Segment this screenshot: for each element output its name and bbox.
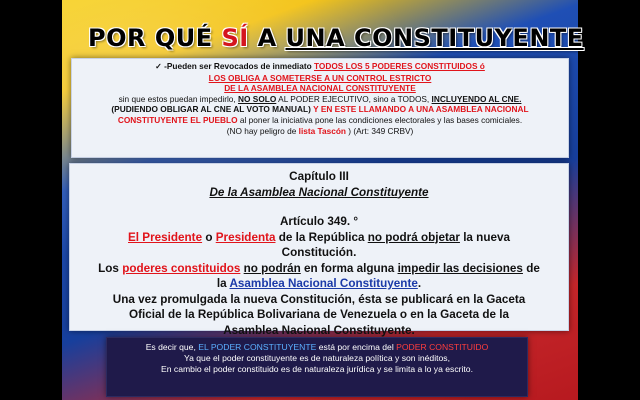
concl-l3: En cambio el poder constituido es de naturaleza jurídica y se limita a lo ya escrito.: [161, 364, 473, 374]
intro-l4d: INCLUYENDO AL CNE.: [431, 93, 522, 104]
intro-box: [71, 58, 569, 158]
art-s5: Asamblea Nacional Constituyente.: [223, 323, 415, 337]
intro-l1b: TODOS LOS 5 PODERES CONSTITUIDOS ó: [313, 61, 485, 71]
art-s1a: El Presidente: [128, 230, 203, 244]
intro-l4c: AL PODER EJECUTIVO, sino a TODOS,: [278, 93, 430, 104]
intro-l2: LOS OBLIGA A SOMETERSE A UN CONTROL ESTRICTO: [208, 72, 432, 83]
art-s2c: no podrán: [243, 261, 301, 275]
chapter-heading: Capítulo III: [289, 170, 349, 183]
chapter-subheading: De la Asamblea Nacional Constituyente: [209, 185, 429, 199]
art-s1f: la nueva: [463, 230, 510, 244]
art-s1b: o: [205, 230, 213, 244]
art-s1e: no podrá objetar: [367, 230, 460, 244]
article-number: Artículo 349. °: [279, 215, 359, 228]
art-s2a: Los: [98, 261, 119, 275]
concl-l1d: PODER CONSTITUIDO: [396, 342, 489, 352]
intro-l5a: (PUDIENDO OBLIGAR AL CNE AL VOTO MANUAL): [111, 104, 311, 115]
check-icon: ✓: [155, 62, 162, 71]
concl-l1a: Es decir que,: [145, 342, 196, 352]
intro-l7b: lista Tascón: [298, 125, 346, 136]
title-part-1: POR QUÉ: [88, 24, 213, 52]
art-s2h: Asamblea Nacional Constituyente: [229, 277, 418, 290]
art-s3: Una vez promulgada la nueva Constitución, ésta se publicará en la Gaceta: [112, 292, 526, 306]
art-s2d: en forma alguna: [304, 261, 395, 275]
concl-l1b: EL PODER CONSTITUYENTE: [198, 342, 317, 352]
article-box: [69, 163, 569, 337]
art-s1g: Constitución.: [281, 246, 357, 259]
concl-l2: Ya que el poder constituyente es de naturaleza política y son inéditos,: [184, 353, 450, 363]
intro-l7c: ) (Art: 349 CRBV): [348, 125, 414, 136]
art-s1c: Presidenta: [215, 230, 276, 244]
intro-l5b: Y EN ESTE LLAMANDO A UNA ASAMBLEA NACIONAL: [313, 104, 529, 115]
art-s2e: impedir las decisiones: [397, 261, 523, 275]
concl-l1c: está por encima del: [318, 342, 394, 352]
intro-l6a: CONSTITUYENTE EL PUEBLO: [117, 114, 238, 125]
art-s2b: poderes constituidos: [122, 261, 241, 275]
intro-l6b: al poner la iniciativa pone las condiciones electorales y las bases comiciales.: [239, 114, 523, 125]
art-s2g: la: [216, 277, 227, 290]
intro-l4b: NO SOLO: [238, 93, 277, 104]
slide-title: [88, 24, 584, 52]
art-s2f: de: [526, 261, 540, 275]
art-s2i: .: [417, 277, 422, 290]
intro-l7a: (NO hay peligro de: [226, 125, 297, 136]
art-s4: Oficial de la República Bolivariana de Venezuela o en la Gaceta de la: [129, 308, 509, 321]
left-black-bar: [0, 0, 62, 400]
conclusion-box: [106, 337, 528, 397]
right-black-bar: [578, 0, 640, 400]
title-part-3: A: [257, 24, 277, 52]
title-part-4: UNA CONSTITUYENTE: [285, 24, 584, 52]
art-s1d: de la República: [278, 230, 365, 244]
intro-l3: DE LA ASAMBLEA NACIONAL CONSTITUYENTE: [224, 83, 416, 94]
intro-l4a: sin que estos puedan impedirlo,: [118, 93, 236, 104]
intro-l1a: -Pueden ser Revocados de inmediato: [164, 61, 312, 71]
title-part-2: SÍ: [221, 24, 249, 52]
